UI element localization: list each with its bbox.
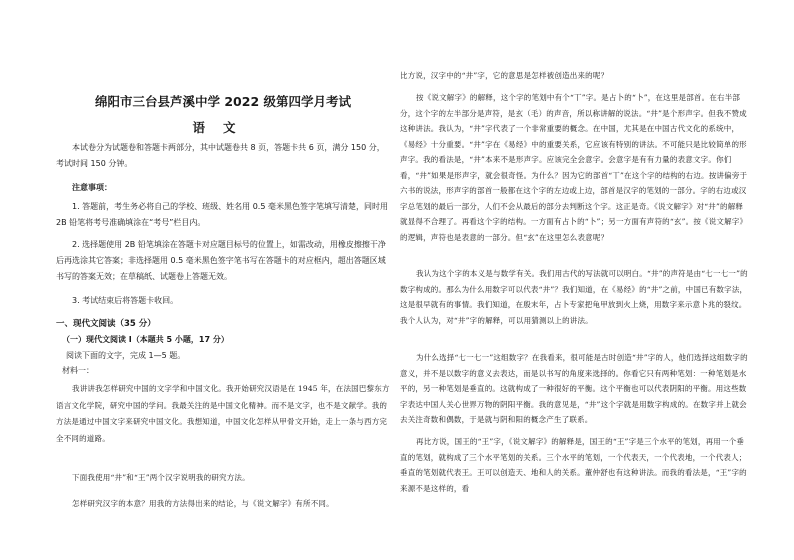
- notice-heading: 注意事项：: [72, 183, 112, 192]
- material-label: 材料一：: [62, 366, 94, 375]
- paragraph: 我讲讲我怎样研究中国的文字学和中国文化。我开始研究汉语是在 1945 年，在法国巴黎东方语言文化学院，研究中国的学问。我最关注的是中国文化精神。而不是文字，也不是文献学。我的方法是通过中国文字来研究中国文化。我想知道，中国文化怎样从甲骨文开始，走上一条与西方完全不同的道路。: [56, 384, 390, 443]
- subsection-title: （一）现代文阅读 I（本题共 5 小题，17 分）: [62, 335, 229, 344]
- paragraph: 怎样研究汉字的本意？用我的方法得出来的结论，与《说文解字》有所不同。: [72, 499, 334, 508]
- instruction-text: 阅读下面的文字，完成 1—5 题。: [66, 351, 186, 360]
- paragraph: 按《说文解字》的解释，这个字的笔划中有个“丅”字。是占卜的“卜”，在这里是部首。在右半部分，这个字的左半部分是声符，是玄（毛）的声音，所以称讲解的说法。“井”是个形声字。但我不赞成这种讲法。我认为，“井”字代表了一个非常重要的概念。在中国，尤其是在中国古代文化的系统中，《易经》十分重要。“井”字在《易经》中的重要关系，它应该有特别的讲法。不可能只是比较简单的形声字。我的看法是，“井”本来不是形声字。应该完全会意字。会意字是有有力量的表意文字。你们看，“井”如果是形声字，就会很奇怪。为什么？因为它的部首“丅”在这个字的结构的右边。按讲偏旁于六书的说法，形声字的部首一般都在这个字的左边或上边，部首是汉字的笔划的一部分。字的右边或汉字总笔划的最后一部分，人们不会从最后的部分去判断这个字。这正是奇。《说文解字》对“井”的解释就显得不合理了。再看这个字的结构。一方面有占卜的“卜”；另一方面有声符的“玄”。按《说文解字》的逻辑，声符也是表意的一部分。但“玄”在这里怎么表意呢？: [400, 93, 748, 242]
- paragraph: 比方说，汉字中的“井”字，它的意思是怎样被创造出来的呢？: [400, 71, 609, 80]
- paragraph: 我认为这个字的本义是与数学有关。我们用古代的写法就可以明白。“井”的声符是由“七一七一”的数字构成的。那么为什么用数字可以代表“井”？我们知道，在《易经》的“井”之前，中国已有数字法，这是很早就有的事情。我们知道，在殷末年，占卜专家把龟甲放到火上烧，用数字来示意卜兆的裂纹。我个人认为，对“井”字的解释，可以用猜测以上的讲法。: [400, 269, 748, 325]
- section-title: 一、现代文阅读（35 分）: [56, 319, 156, 329]
- notice-item-2: 2. 选择题使用 2B 铅笔填涂在答题卡对应题目标号的位置上，如需改动，用橡皮擦擦干净后再选涂其它答案；非选择题用 0.5 毫米黑色签字笔书写在答题卡的对应框内，超出答题区域书写的答案无效；在草稿纸、试题卷上答题无效。: [56, 240, 386, 281]
- notice-item-3: 3. 考试结束后将答题卡收回。: [72, 296, 179, 305]
- intro-paragraph: 本试卷分为试题卷和答题卡两部分，其中试题卷共 8 页，答题卡共 6 页，满分 150 分，考试时间 150 分钟。: [56, 143, 385, 168]
- notice-item-1: 1. 答题前，考生务必将自己的学校、班级、姓名用 0.5 毫米黑色签字笔填写清楚，同时用 2B 铅笔将考号准确填涂在“考号”栏目内。: [56, 202, 388, 227]
- paragraph: 为什么选择“七一七一”这组数字？在我看来，很可能是古时创造“井”字的人，他们选择这组数字的意义，并不是以数字的意义去表达，而是以书写的角度来选择的。你看它只有两种笔划：一种笔划是水平的，另一种笔划是垂直的。这就构成了一种很好的平衡。这个平衡也可以代表阴阳的平衡。用这些数字表达中国人关心世界万物的阴阳平衡。我的意见是，“井”这个字就是用数字构成的。在数字并上就会去关注奇数和偶数，于是就与阴和阳的概念产生了联系。: [400, 353, 748, 424]
- subject-title: 语文: [192, 120, 254, 135]
- paragraph: 再比方说，国王的“王”字，《说文解字》的解释是，国王的“王”字是三个水平的笔划，再用一个垂直的笔划，就构成了三个水平笔划的关系。三个水平的笔划，一个代表天，一个代表地，一个代表人；垂直的笔划就代表王。王可以创造天、地和人的关系。董仲舒也有这种讲法。而我的看法是，“王”字的来源不是这样的，看: [400, 437, 747, 493]
- exam-title: 绵阳市三台县芦溪中学 2022 级第四学月考试: [95, 94, 351, 109]
- paragraph: 下面我使用“井”和“王”两个汉字说明我的研究方法。: [72, 473, 250, 482]
